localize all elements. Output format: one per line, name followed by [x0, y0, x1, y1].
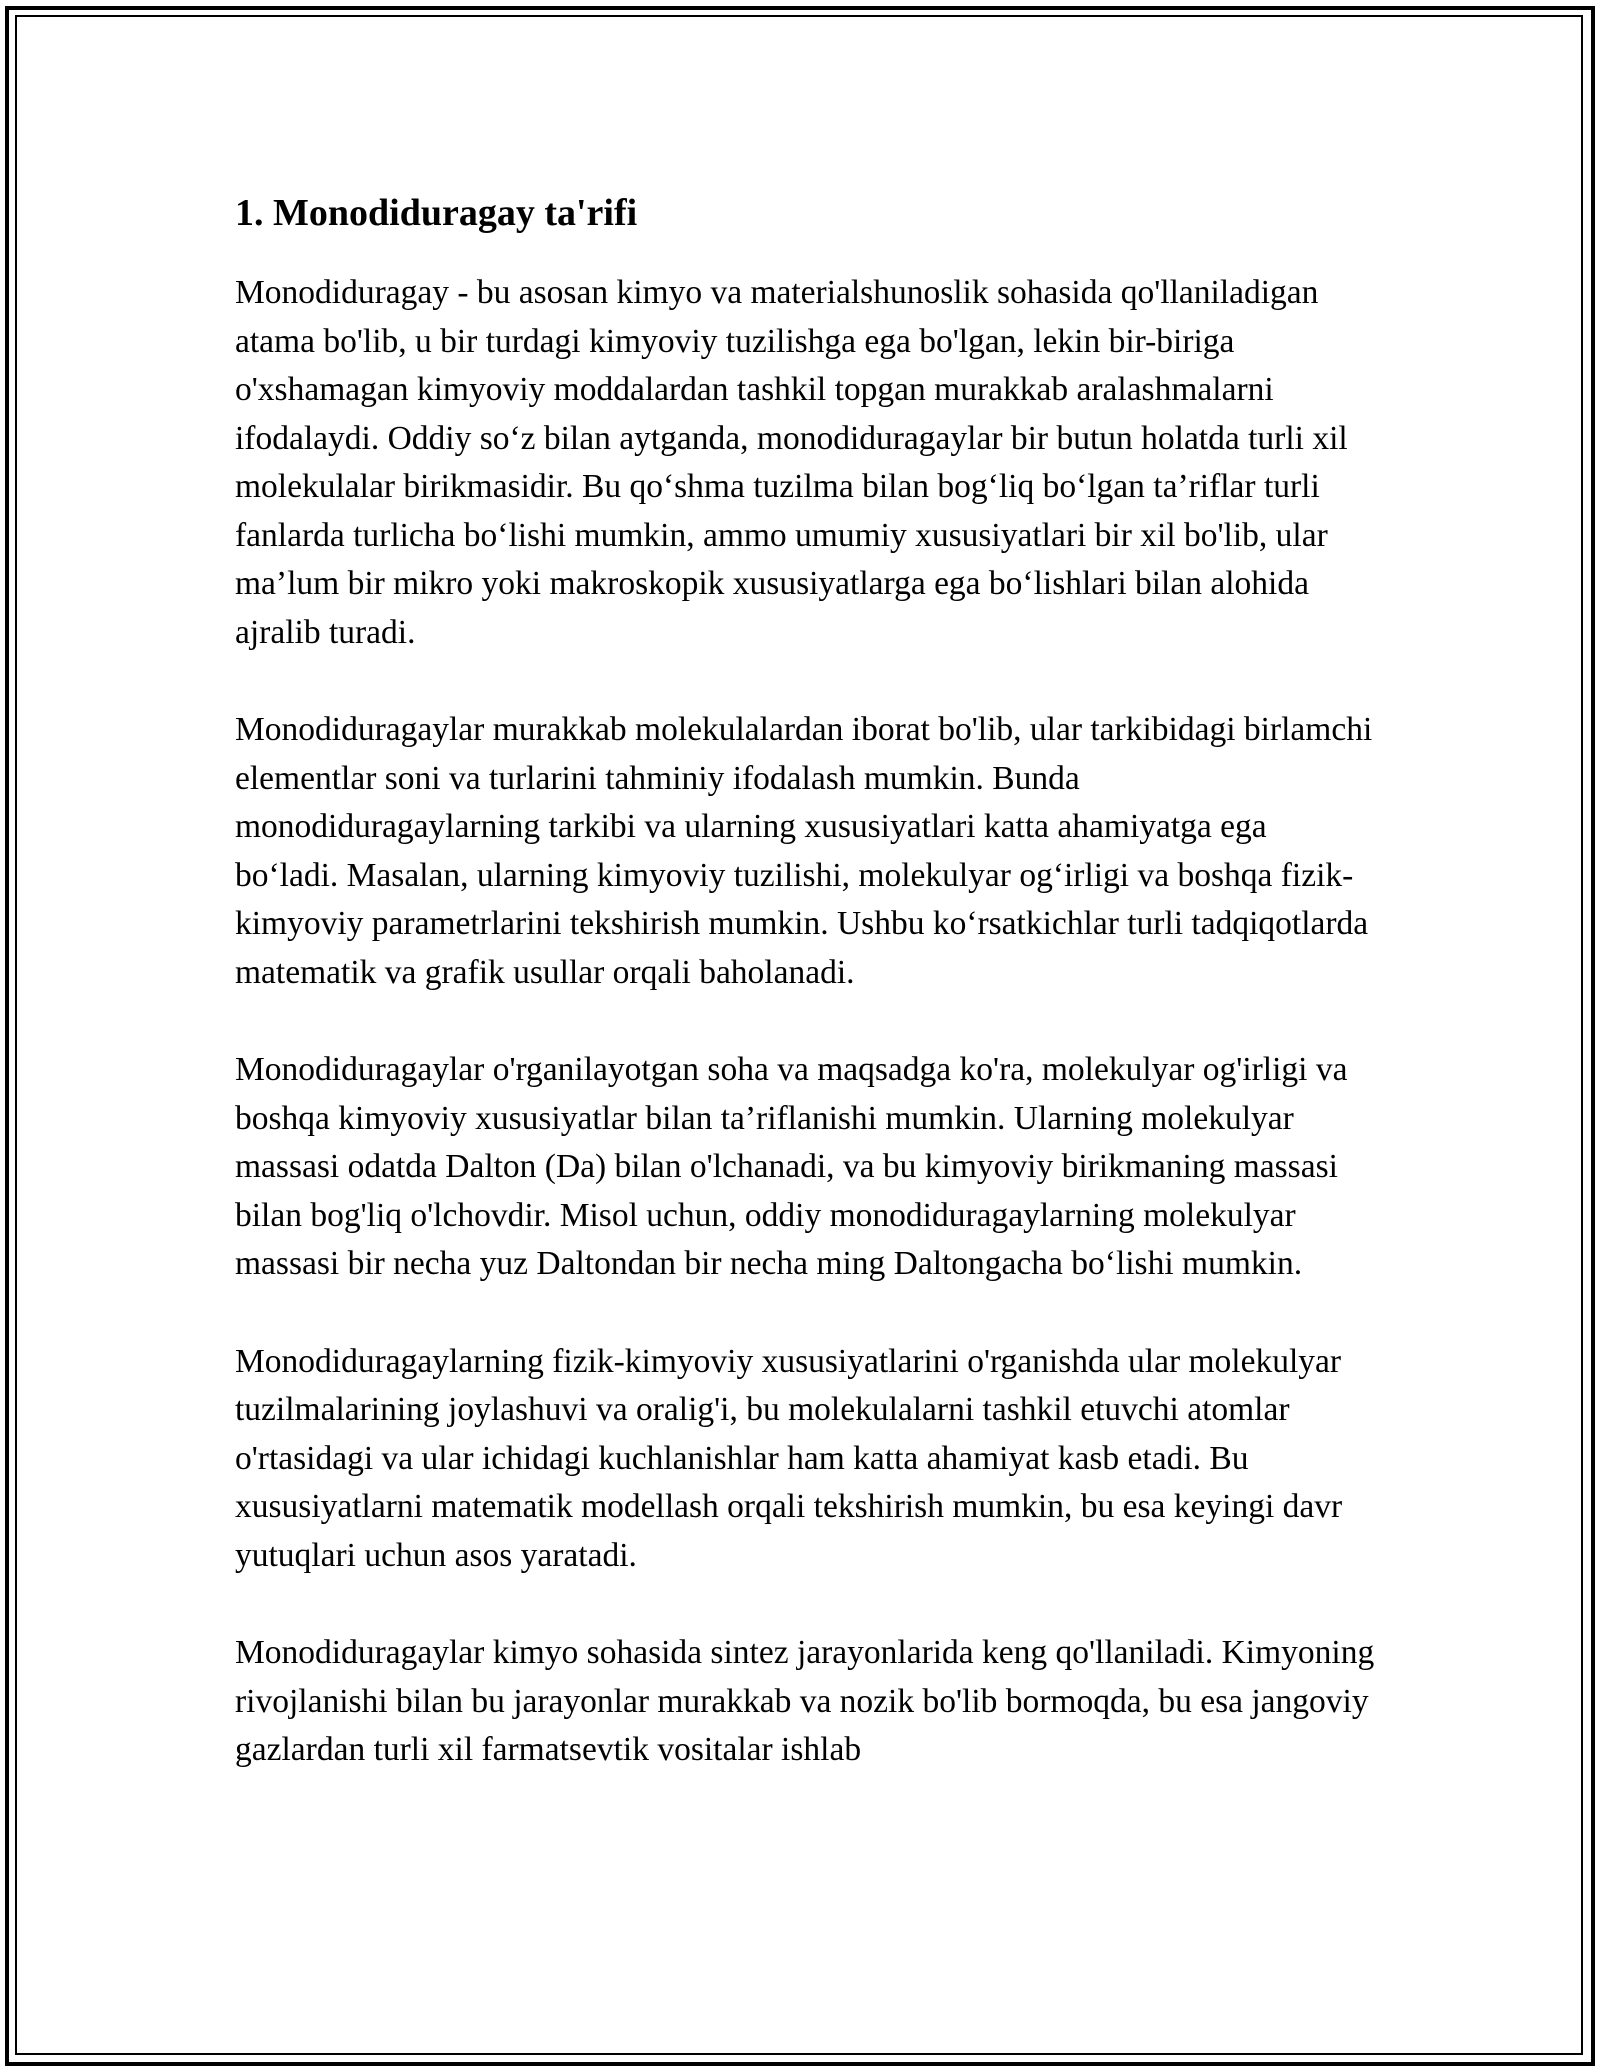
- paragraph-5: Monodiduragaylar kimyo sohasida sintez jarayonlarida keng qo'llaniladi. Kimyoning rivojlanishi bilan bu jarayonlar murakkab va nozik bo'lib bormoqda, bu esa jangoviy gazlardan turli xil farmatsevtik vositalar ishlab: [235, 1634, 1375, 1768]
- paragraph-1: Monodiduragay - bu asosan kimyo va materialshunoslik sohasida qo'llaniladigan atama bo'lib, u bir turdagi kimyoviy tuzilishga ega bo'lgan, lekin bir-biriga o'xshamagan kimyoviy moddalardan tashkil topgan murakkab aralashmalarni ifodalaydi. Oddiy so‘z bilan aytganda, monodiduragaylar bir butun holatda turli xil molekulalar birikmasidir. Bu qo‘shma tuzilma bilan bog‘liq bo‘lgan ta’riflar turli fanlarda turlicha bo‘lishi mumkin, ammo umumiy xususiyatlari bir xil bo'lib, ular ma’lum bir mikro yoki makroskopik xususiyatlarga ega bo‘lishlari bilan alohida ajralib turadi.: [235, 274, 1348, 651]
- document-body: [235, 185, 1375, 1824]
- paragraph-4: Monodiduragaylarning fizik-kimyoviy xususiyatlarini o'rganishda ular molekulyar tuzilmalarining joylashuvi va oralig'i, bu molekulalarni tashkil etuvchi atomlar o'rtasidagi va ular ichidagi kuchlanishlar ham katta ahamiyat kasb etadi. Bu xususiyatlarni matematik modellash orqali tekshirish mumkin, bu esa keyingi davr yutuqlari uchun asos yaratadi.: [235, 1342, 1343, 1574]
- section-heading: 1. Monodiduragay ta'rifi: [235, 192, 638, 234]
- paragraph-3: Monodiduragaylar o'rganilayotgan soha va maqsadga ko'ra, molekulyar og'irligi va boshqa kimyoviy xususiyatlar bilan ta’riflanishi mumkin. Ularning molekulyar massasi odatda Dalton (Da) bilan o'lchanadi, va bu kimyoviy birikmaning massasi bilan bog'liq o'lchovdir. Misol uchun, oddiy monodiduragaylarning molekulyar massasi bir necha yuz Daltondan bir necha ming Daltongacha bo‘lishi mumkin.: [235, 1051, 1348, 1282]
- paragraph-2: Monodiduragaylar murakkab molekulalardan iborat bo'lib, ular tarkibidagi birlamchi elementlar soni va turlarini tahminiy ifodalash mumkin. Bunda monodiduragaylarning tarkibi va ularning xususiyatlari katta ahamiyatga ega bo‘ladi. Masalan, ularning kimyoviy tuzilishi, molekulyar og‘irligi va boshqa fizik-kimyoviy parametrlarini tekshirish mumkin. Ushbu ko‘rsatkichlar turli tadqiqotlarda matematik va grafik usullar orqali baholanadi.: [235, 711, 1373, 991]
